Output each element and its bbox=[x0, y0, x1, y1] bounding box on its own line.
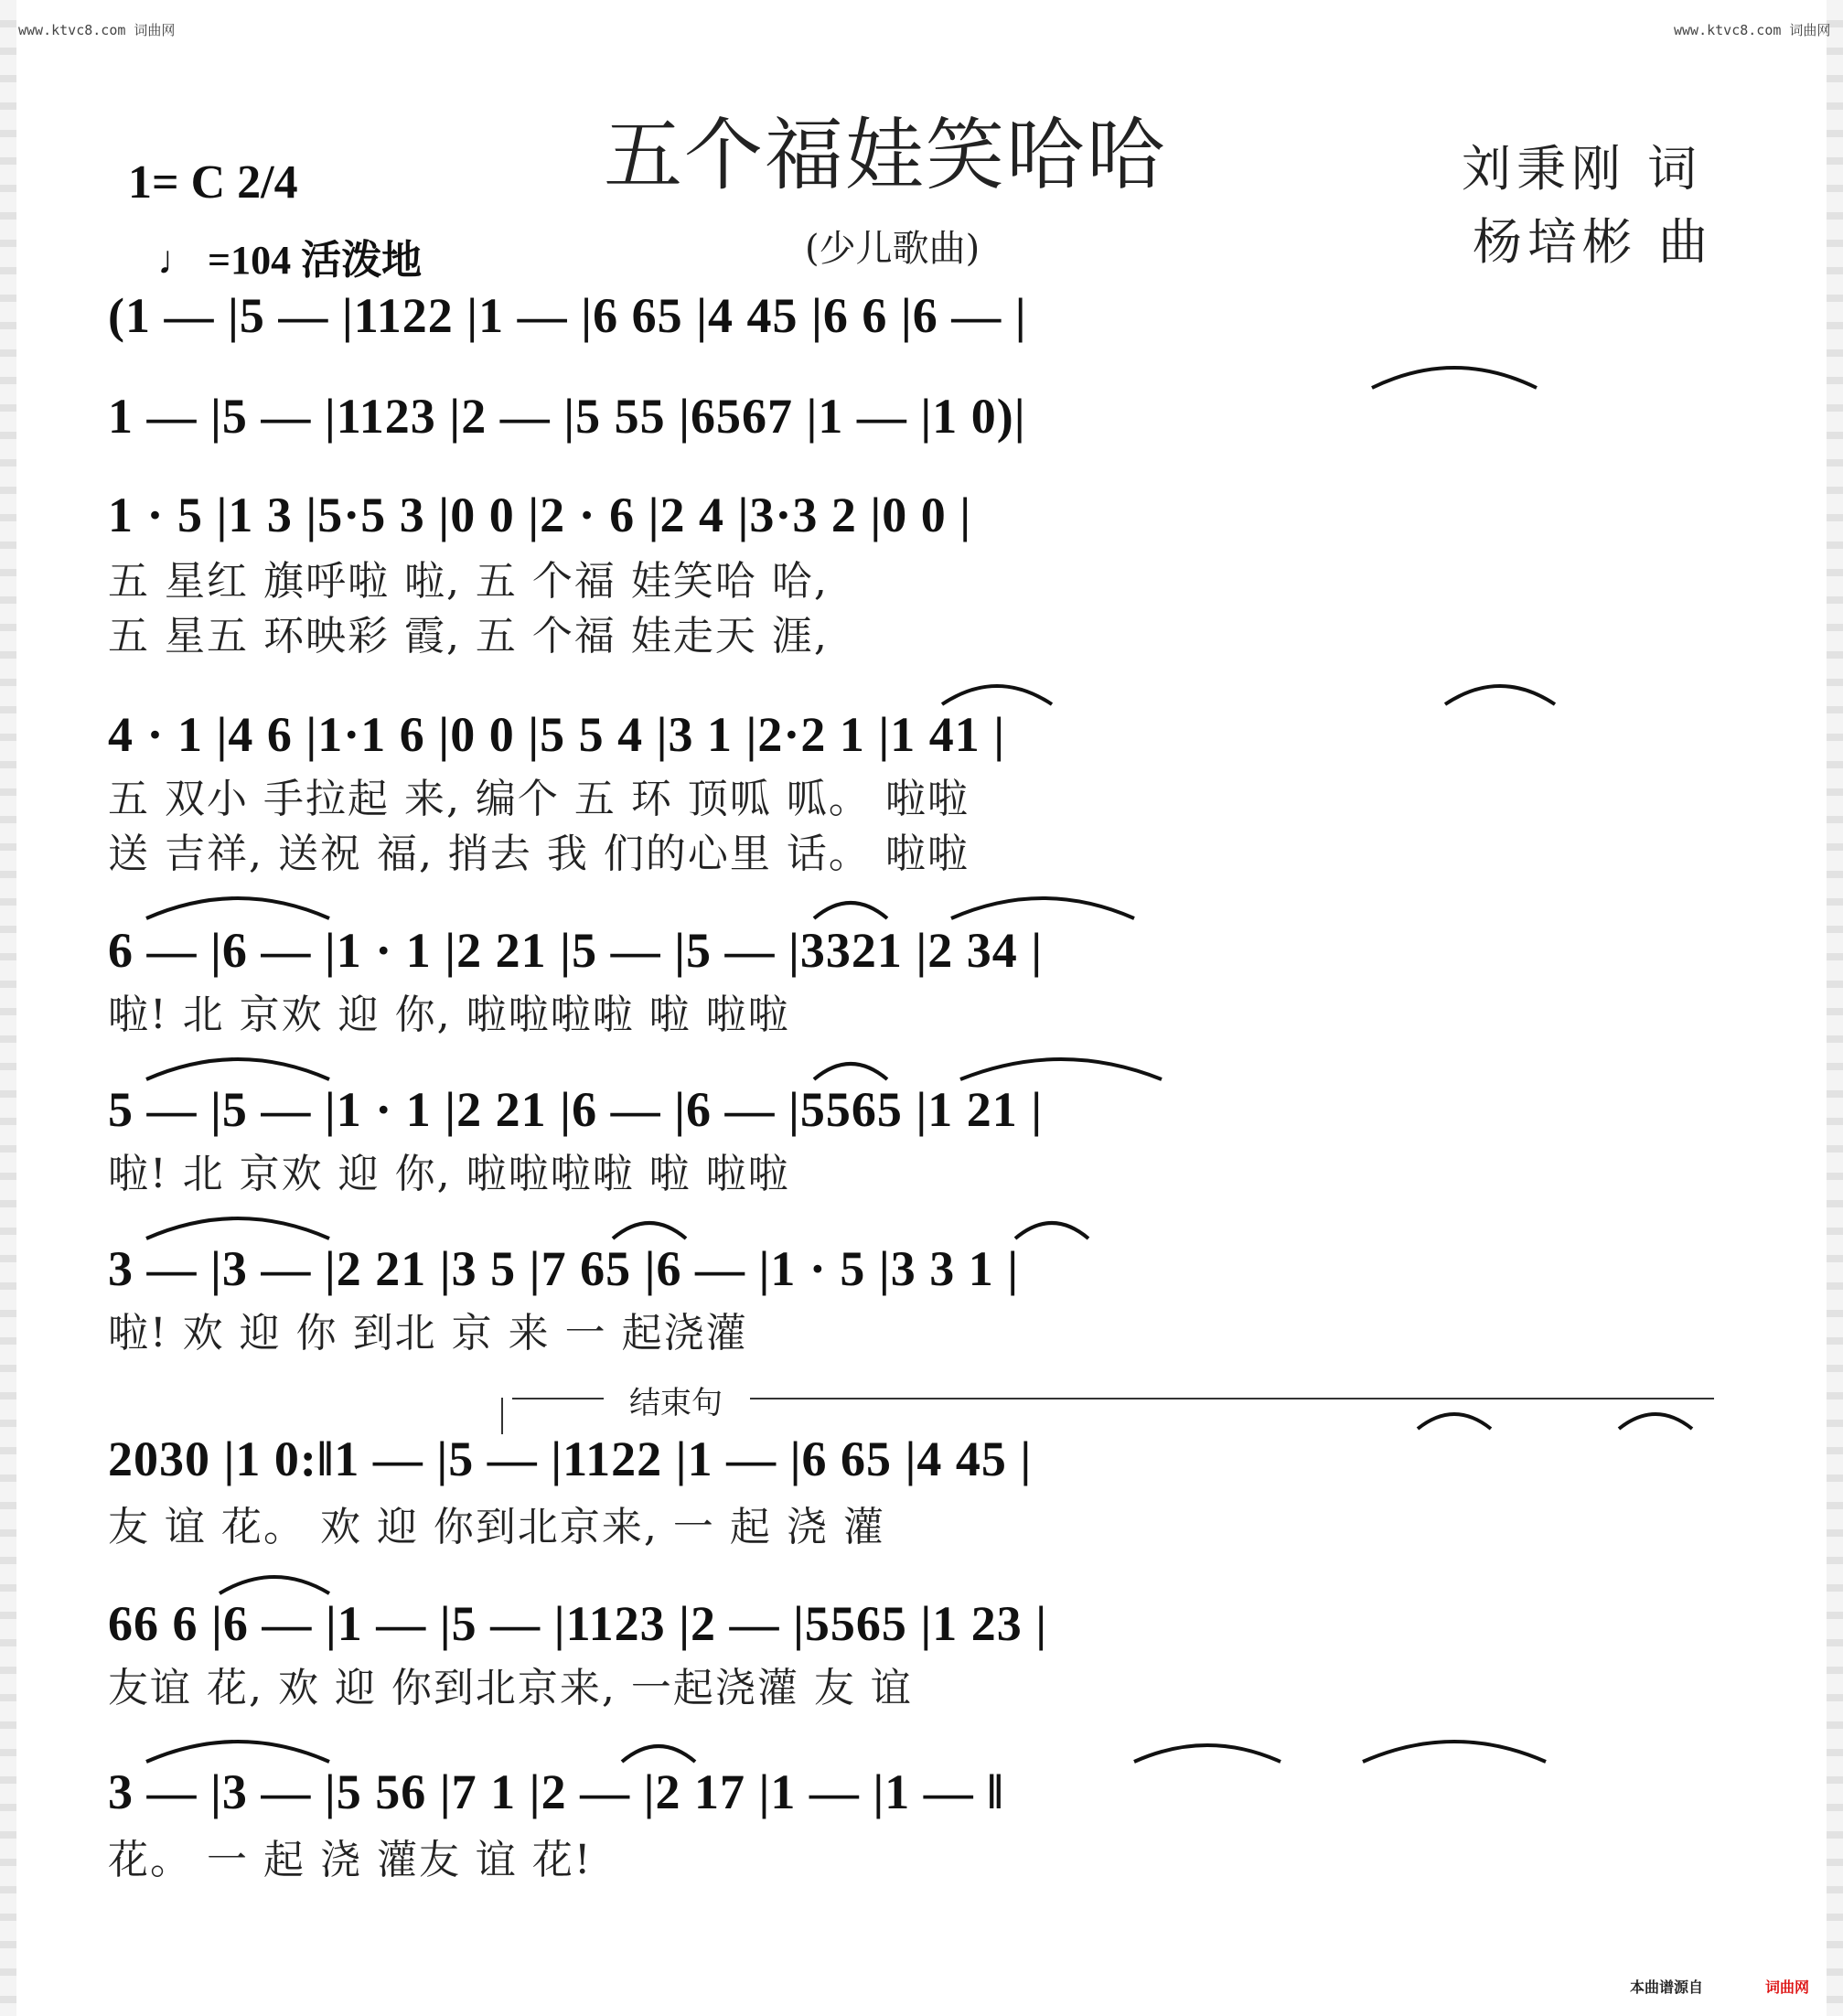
slur-line-10-d bbox=[1363, 1742, 1546, 1762]
lyric-line-4-verse-1: 五 双小 手拉起 来, 编个 五 环 顶呱 呱。 啦啦 bbox=[108, 776, 970, 822]
lyricist-credit: 刘秉刚 词 bbox=[1462, 140, 1703, 198]
notation-line-6: 5 — |5 — |1 · 1 |2 21 |6 — |6 — |5565 |1 21 | bbox=[108, 1082, 1044, 1137]
slur-line-10-b bbox=[622, 1746, 695, 1762]
slur-line-7-c bbox=[1015, 1223, 1088, 1239]
notation-line-10: 3 — |3 — |5 56 |7 1 |2 — |2 17 |1 — |1 — ‖ bbox=[108, 1764, 1004, 1819]
slur-line-8-b bbox=[1619, 1414, 1692, 1429]
tempo-marking: ♩ =104 活泼地 bbox=[157, 238, 423, 283]
ending-label: 结束句 bbox=[629, 1385, 723, 1421]
slur-line-5-a bbox=[146, 898, 329, 918]
lyric-line-6: 啦! 北 京欢 迎 你, 啦啦啦啦 啦 啦啦 bbox=[108, 1151, 790, 1197]
notation-line-9: 66 6 |6 — |1 — |5 — |1123 |2 — |5565 |1 23 | bbox=[108, 1596, 1048, 1651]
notation-line-1: (1 — |5 — |1122 |1 — |6 65 |4 45 |6 6 |6 — | bbox=[108, 288, 1027, 343]
notation-line-8: 2030 |1 0:‖1 — |5 — |1122 |1 — |6 65 |4 45 | bbox=[108, 1432, 1033, 1486]
slur-line-4-b bbox=[1445, 686, 1555, 704]
slur-line-6-b bbox=[814, 1064, 887, 1079]
song-title: 五个福娃笑哈哈 bbox=[604, 110, 1167, 201]
slur-line-5-c bbox=[951, 898, 1134, 918]
slur-line-5-b bbox=[814, 903, 887, 918]
slur-line-10-a bbox=[146, 1742, 329, 1762]
lyric-line-5: 啦! 北 京欢 迎 你, 啦啦啦啦 啦 啦啦 bbox=[108, 992, 790, 1038]
lyric-line-3-verse-2: 五 星五 环映彩 霞, 五 个福 娃走天 涯, bbox=[108, 613, 829, 659]
notation-line-5: 6 — |6 — |1 · 1 |2 21 |5 — |5 — |3321 |2 34 | bbox=[108, 923, 1044, 978]
lyric-line-3-verse-1: 五 星红 旗呼啦 啦, 五 个福 娃笑哈 哈, bbox=[108, 558, 829, 605]
slur-line-2 bbox=[1372, 368, 1537, 388]
notation-line-7: 3 — |3 — |2 21 |3 5 |7 65 |6 — |1 · 5 |3 3 1 | bbox=[108, 1241, 1020, 1296]
notation-line-4: 4 · 1 |4 6 |1·1 6 |0 0 |5 5 4 |3 1 |2·2 1 |1 41 | bbox=[108, 707, 1006, 762]
slur-line-7-b bbox=[613, 1223, 686, 1239]
notation-line-3: 1 · 5 |1 3 |5·5 3 |0 0 |2 · 6 |2 4 |3·3 2 |0 0 | bbox=[108, 488, 972, 542]
lyric-line-10: 花。 一 起 浇 灌友 谊 花! bbox=[108, 1837, 593, 1883]
lyric-line-8: 友 谊 花。 欢 迎 你到北京来, 一 起 浇 灌 bbox=[108, 1504, 885, 1550]
slur-line-6-c bbox=[960, 1059, 1162, 1079]
watermark-right: www.ktvc8.com 词曲网 bbox=[1674, 22, 1831, 38]
notation-line-2: 1 — |5 — |1123 |2 — |5 55 |6567 |1 — |1 0)| bbox=[108, 389, 1026, 444]
key-signature: 1= C 2/4 bbox=[128, 156, 298, 209]
footer-logo[interactable]: 词曲网 bbox=[1765, 1978, 1810, 1996]
footer-source-text: 本曲谱源自 bbox=[1630, 1978, 1704, 1996]
lyric-line-4-verse-2: 送 吉祥, 送祝 福, 捎去 我 们的心里 话。 啦啦 bbox=[108, 831, 970, 877]
slur-line-7-a bbox=[146, 1218, 329, 1239]
slur-line-6-a bbox=[146, 1059, 329, 1079]
slur-line-4-a bbox=[942, 686, 1052, 704]
watermark-left: www.ktvc8.com 词曲网 bbox=[18, 22, 176, 38]
song-subtitle: (少儿歌曲) bbox=[805, 228, 980, 270]
slur-line-8-a bbox=[1418, 1414, 1491, 1429]
slur-line-9 bbox=[220, 1577, 329, 1593]
slur-line-10-c bbox=[1134, 1745, 1280, 1762]
lyric-line-9: 友谊 花, 欢 迎 你到北京来, 一起浇灌 友 谊 bbox=[108, 1665, 913, 1711]
lyric-line-7: 啦! 欢 迎 你 到北 京 来 一 起浇灌 bbox=[108, 1310, 748, 1357]
composer-credit: 杨培彬 曲 bbox=[1473, 213, 1714, 271]
